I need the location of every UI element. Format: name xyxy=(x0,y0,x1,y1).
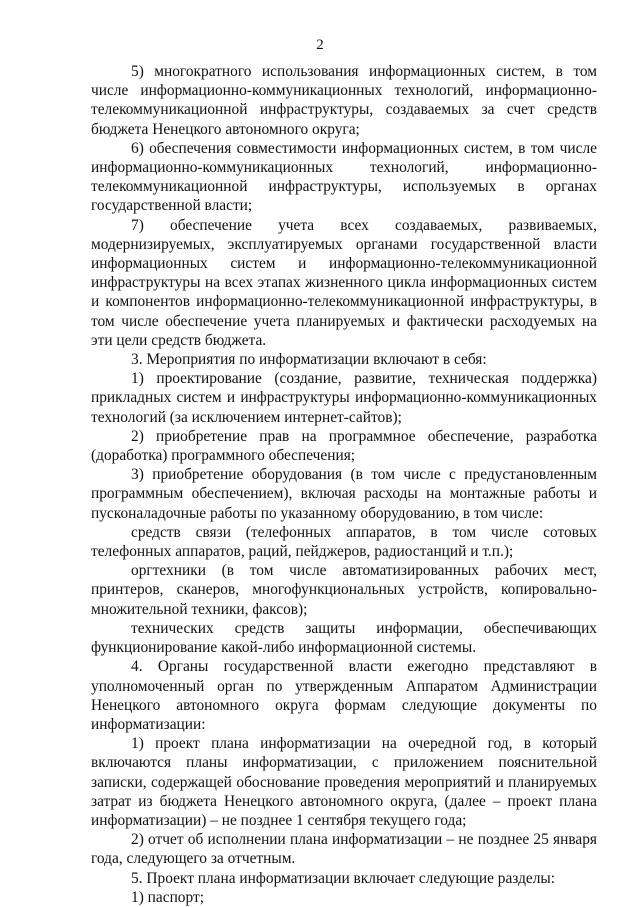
paragraph-item-7: 7) обеспечение учета всех создаваемых, развиваемых, модернизируемых, эксплуатируемых органами государственной власти информационных систем и информационно-телекоммуникационной инфраструктуры на всех этапах жизненного цикла информационных систем и компонентов информационно-телекоммуникационной инфраструктуры, в том числе обеспечение учета планируемых и фактически расходуемых на эти цели средств бюджета. xyxy=(91,216,597,349)
paragraph-item-5: 5) многократного использования информационных систем, в том числе информационно-коммуникационных технологий, информационно-телекоммуникационной инфраструктуры, создаваемых за счет средств бюджета Ненецкого автономного округа; xyxy=(91,63,597,138)
paragraph-communication-means: средств связи (телефонных аппаратов, в том числе сотовых телефонных аппаратов, раций, пейджеров, радиостанций и т.п.); xyxy=(91,523,597,561)
document-body xyxy=(91,62,597,907)
paragraph-section-3-item-1: 1) проектирование (создание, развитие, техническая поддержка) прикладных систем и инфраструктуры информационно-коммуникационных технологий (за исключением интернет-сайтов); xyxy=(91,370,597,426)
paragraph-section-4-item-2: 2) отчет об исполнении плана информатизации – не позднее 25 января года, следующего за отчетным. xyxy=(91,831,597,868)
paragraph-section-4-item-1: 1) проект плана информатизации на очередной год, в который включаются планы информатизации, с приложением пояснительной записки, содержащей обоснование проведения мероприятий и планируемых затрат из бюджета Ненецкого автономного округа, (далее – проект плана информатизации) – не позднее 1 сентября текущего года; xyxy=(91,735,597,829)
paragraph-section-3: 3. Мероприятия по информатизации включают в себя: xyxy=(131,351,487,369)
paragraph-section-3-item-2: 2) приобретение прав на программное обеспечение, разработка (доработка) программного обеспечения; xyxy=(91,427,597,465)
paragraph-section-4: 4. Органы государственной власти ежегодно представляют в уполномоченный орган по утвержденным Аппаратом Администрации Ненецкого автономного округа формам следующие документы по информатизации: xyxy=(91,658,597,733)
paragraph-section-3-item-3: 3) приобретение оборудования (в том числе с предустановленным программным обеспечением), включая расходы на монтажные работы и пусконаладочные работы по указанному оборудованию, в том числе: xyxy=(91,466,597,522)
paragraph-section-5-item-1: 1) паспорт; xyxy=(131,888,204,906)
paragraph-section-5: 5. Проект плана информатизации включает следующие разделы: xyxy=(131,869,556,887)
page-number: 2 xyxy=(316,37,324,53)
paragraph-security-means: технических средств защиты информации, обеспечивающих функционирование какой-либо информационной системы. xyxy=(91,619,597,657)
paragraph-item-6: 6) обеспечения совместимости информационных систем, в том числе информационно-коммуникационных технологий, информационно-телекоммуникационной инфраструктуры, используемых в органах государственной власти; xyxy=(91,139,597,215)
paragraph-office-equipment: оргтехники (в том числе автоматизированных рабочих мест, принтеров, сканеров, многофункциональных устройств, копировально-множительной техники, факсов); xyxy=(91,562,597,618)
